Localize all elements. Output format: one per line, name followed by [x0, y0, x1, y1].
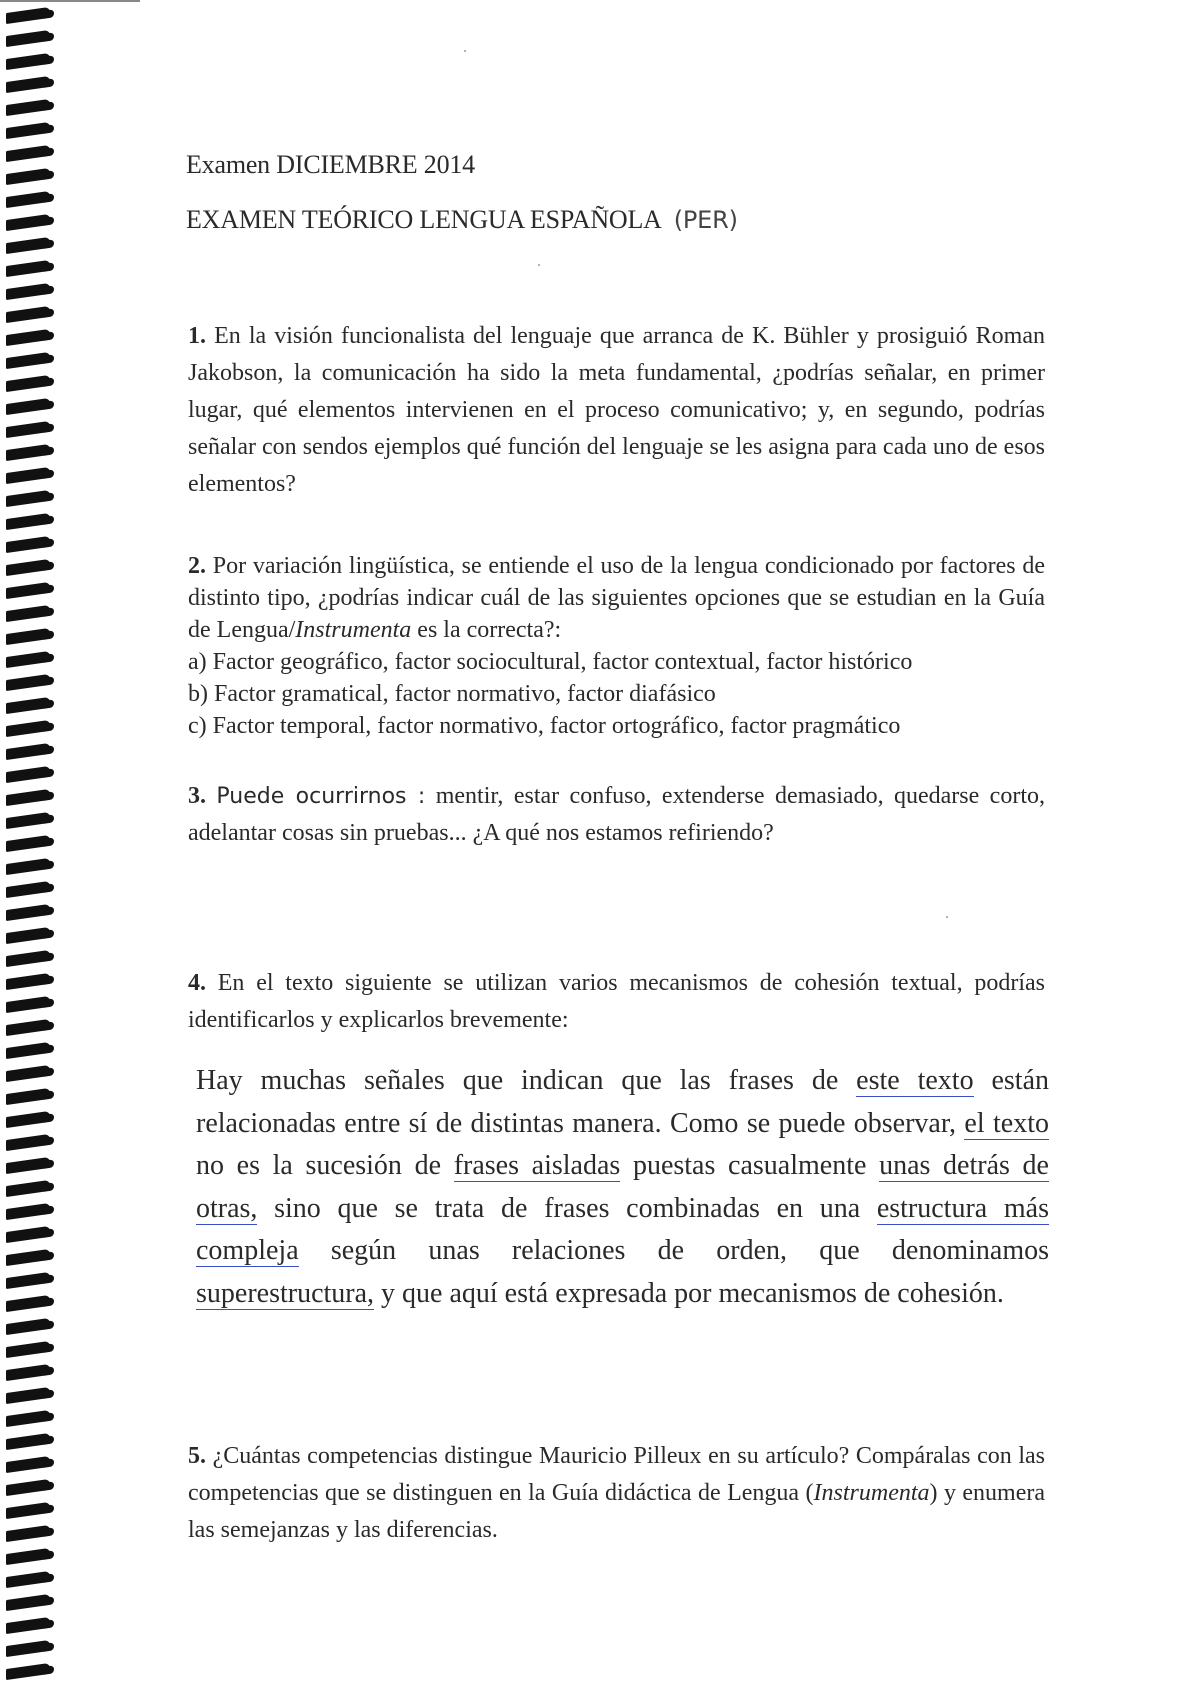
underlined-phrase: el texto	[964, 1107, 1049, 1139]
exam-subject-text: EXAMEN TEÓRICO LENGUA ESPAÑOLA	[186, 205, 662, 234]
passage-text: sino que se trata de frases combinadas en una	[257, 1192, 877, 1224]
binding-coil	[6, 260, 50, 277]
binding-coil	[6, 7, 50, 24]
binding-coil	[6, 1456, 50, 1473]
binding-coil	[6, 812, 50, 829]
binding-coil	[6, 1640, 50, 1657]
scan-edge	[0, 0, 140, 2]
underlined-phrase: unas detrás de otras,	[196, 1150, 1049, 1224]
binding-coil	[6, 536, 50, 553]
exam-date-title: Examen DICIEMBRE 2014	[186, 150, 475, 179]
passage-text: Hay muchas señales que indican que las frases de	[196, 1065, 857, 1096]
binding-coil	[6, 973, 50, 990]
binding-coil	[6, 1157, 50, 1174]
binding-coil	[6, 283, 50, 300]
binding-coil	[6, 191, 50, 208]
question-text: En el texto siguiente se utilizan varios mecanismos de cohesión textual, podrías identificarlos y explicarlos brevemente:	[188, 970, 1045, 1033]
binding-coil	[6, 421, 50, 438]
binding-coil	[6, 53, 50, 70]
binding-coil	[6, 881, 50, 898]
binding-coil	[6, 1180, 50, 1197]
binding-coil	[6, 605, 50, 622]
question-text: Por variación lingüística, se entiende el uso de la lengua condicionado por factores de distinto tipo, ¿podrías indicar cuál de las siguientes opciones que se estudian en la Guía de Lengua/	[188, 553, 1046, 643]
binding-coil	[6, 1525, 50, 1542]
binding-coil	[6, 329, 50, 346]
binding-coil	[6, 145, 50, 162]
scan-speck	[946, 916, 948, 918]
binding-coil	[6, 1617, 50, 1634]
question-text-italic: Instrumenta	[295, 617, 412, 643]
binding-coil	[6, 306, 50, 323]
passage-text: están relacionadas entre sí de distintas manera. Como se puede observar,	[196, 1065, 1049, 1139]
question-text: En la visión funcionalista del lenguaje que arranca de K. Bühler y prosiguió Roman Jakobson, la comunicación ha sido la meta fundamental, ¿podrías señalar, en primer lugar, qué elementos intervienen en el proceso comunicativo; y, en segundo, podrías señalar con sendos ejemplos qué función del lenguaje se les asigna para cada uno de esos elementos?	[188, 323, 1046, 497]
question-text: ) y enumera las semejanzas y las diferencias.	[188, 1480, 1046, 1543]
binding-coil	[6, 1272, 50, 1289]
binding-coil	[6, 490, 50, 507]
binding-coil	[6, 1295, 50, 1312]
passage-text: y que aquí está expresada por mecanismos de cohesión.	[374, 1277, 1004, 1309]
underlined-phrase: este texto	[856, 1065, 974, 1096]
binding-coil	[6, 99, 50, 116]
binding-coil	[6, 1318, 50, 1335]
binding-coil	[6, 237, 50, 254]
binding-coil	[6, 582, 50, 599]
cohesion-passage	[196, 1060, 1049, 1315]
binding-coil	[6, 214, 50, 231]
question-3	[188, 778, 1045, 852]
binding-coil	[6, 1088, 50, 1105]
binding-coil	[6, 927, 50, 944]
binding-coil	[6, 1065, 50, 1082]
question-1	[188, 318, 1045, 503]
question-lead: Puede ocurrirnos :	[216, 784, 426, 809]
question-text-italic: Instrumenta	[813, 1480, 930, 1506]
underlined-phrase: superestructura,	[196, 1277, 375, 1309]
binding-coil	[6, 122, 50, 139]
binding-coil	[6, 352, 50, 369]
binding-coil	[6, 835, 50, 852]
binding-coil	[6, 1249, 50, 1266]
binding-coil	[6, 1502, 50, 1519]
handwritten-note: (PER)	[673, 206, 738, 234]
binding-coil	[6, 950, 50, 967]
binding-coil	[6, 1663, 50, 1680]
binding-coil	[6, 1341, 50, 1358]
binding-coil	[6, 1594, 50, 1611]
binding-coil	[6, 1364, 50, 1381]
binding-coil	[6, 651, 50, 668]
binding-coil	[6, 1410, 50, 1427]
question-text: ¿Cuántas competencias distingue Mauricio Pilleux en su artículo? Compáralas con las competencias que se distinguen en la Guía didáctica de Lengua (	[188, 1443, 1046, 1506]
binding-coil	[6, 513, 50, 530]
question-4	[188, 965, 1045, 1039]
binding-coil	[6, 30, 50, 47]
question-number: 5.	[188, 1443, 206, 1469]
question-number: 1.	[188, 323, 206, 349]
question-text: es la correcta?:	[411, 617, 562, 643]
binding-coil	[6, 743, 50, 760]
binding-coil	[6, 996, 50, 1013]
binding-coil	[6, 444, 50, 461]
binding-coil	[6, 904, 50, 921]
binding-coil	[6, 1134, 50, 1151]
binding-coil	[6, 1111, 50, 1128]
question-number: 3.	[188, 783, 206, 809]
question-5	[188, 1438, 1045, 1549]
binding-coil	[6, 1226, 50, 1243]
binding-coil	[6, 1548, 50, 1565]
binding-coil	[6, 559, 50, 576]
binding-coil	[6, 1571, 50, 1588]
binding-coil	[6, 674, 50, 691]
question-2	[188, 550, 1045, 742]
scan-speck	[538, 264, 540, 266]
binding-coil	[6, 398, 50, 415]
binding-coil	[6, 697, 50, 714]
passage-text: según unas relaciones de orden, que denominamos	[298, 1235, 1049, 1266]
binding-coil	[6, 168, 50, 185]
binding-coil	[6, 1042, 50, 1059]
binding-coil	[6, 858, 50, 875]
exam-subject-title	[186, 205, 738, 235]
spiral-binding	[0, 10, 70, 1690]
binding-coil	[6, 628, 50, 645]
binding-coil	[6, 1387, 50, 1404]
underlined-phrase: frases aisladas	[453, 1150, 621, 1181]
question-text: mentir, estar confuso, extenderse demasiado, quedarse corto, adelantar cosas sin pruebas... ¿A qué nos estamos refiriendo?	[188, 783, 1045, 846]
question-number: 2.	[188, 553, 206, 579]
answer-option-a: a) Factor geográfico, factor sociocultural, factor contextual, factor histórico	[188, 649, 913, 675]
binding-coil	[6, 1203, 50, 1220]
binding-coil	[6, 375, 50, 392]
binding-coil	[6, 720, 50, 737]
binding-coil	[6, 1019, 50, 1036]
binding-coil	[6, 1479, 50, 1496]
underlined-phrase: estructura más compleja	[196, 1192, 1049, 1266]
question-number: 4.	[188, 970, 206, 996]
passage-text: no es la sucesión de	[196, 1150, 454, 1181]
binding-coil	[6, 76, 50, 93]
binding-coil	[6, 1433, 50, 1450]
answer-option-c: c) Factor temporal, factor normativo, factor ortográfico, factor pragmático	[188, 713, 901, 739]
binding-coil	[6, 789, 50, 806]
binding-coil	[6, 467, 50, 484]
scan-speck	[464, 50, 466, 52]
binding-coil	[6, 766, 50, 783]
answer-option-b: b) Factor gramatical, factor normativo, factor diafásico	[188, 681, 716, 707]
passage-text: puestas casualmente	[620, 1150, 880, 1181]
